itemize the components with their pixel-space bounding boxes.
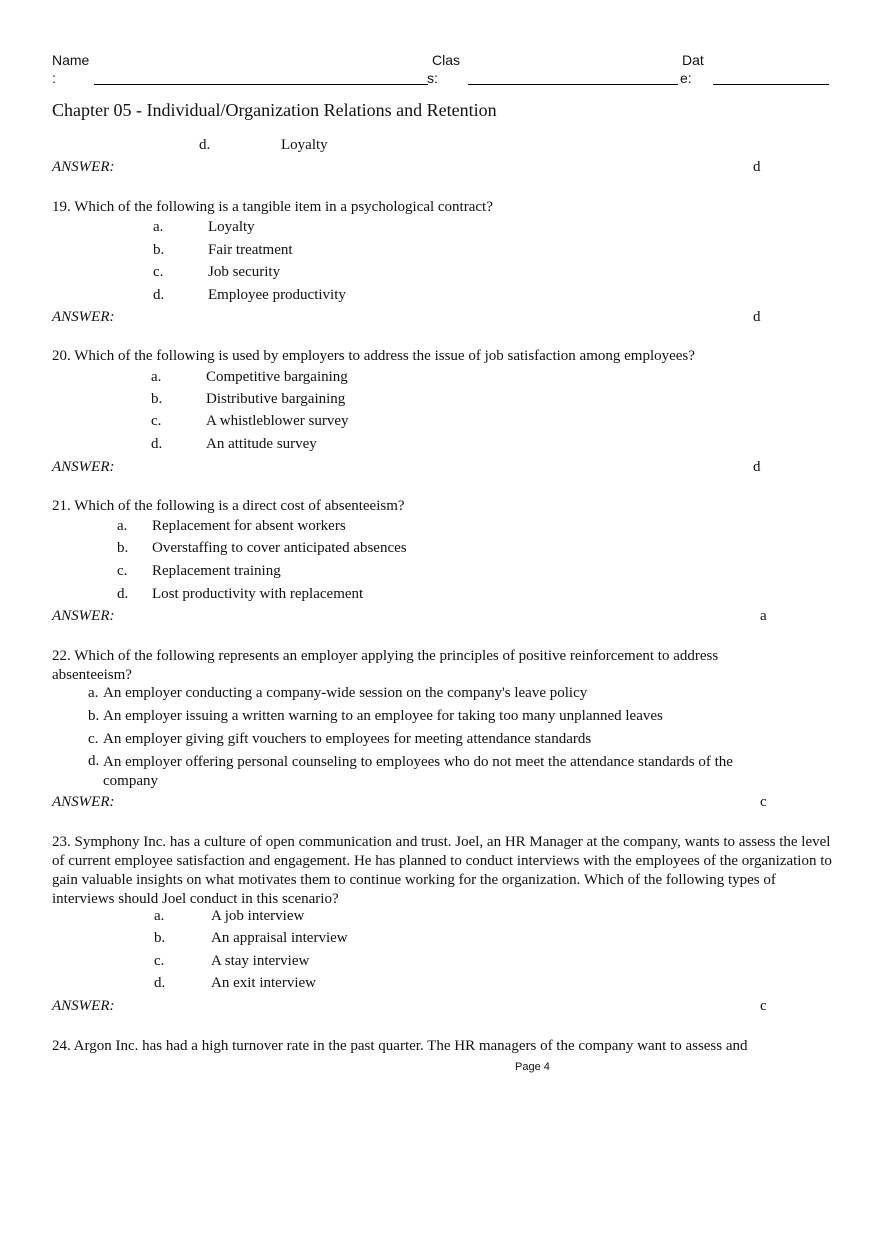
answer-label: ANSWER: xyxy=(52,608,115,624)
option-letter: a. xyxy=(117,518,128,534)
option-letter: a. xyxy=(88,685,99,701)
option-letter: a. xyxy=(151,369,162,385)
option-text: Competitive bargaining xyxy=(206,369,348,385)
answer-label: ANSWER: xyxy=(52,794,115,810)
option-letter: d. xyxy=(151,436,163,452)
page-title: Chapter 05 - Individual/Organization Relations and Retention xyxy=(52,100,497,120)
option-text: Distributive bargaining xyxy=(206,391,346,407)
answer-value: c xyxy=(760,794,767,810)
answer-value: a xyxy=(760,608,767,624)
option-text: An attitude survey xyxy=(206,436,317,452)
option-text: Job security xyxy=(208,264,281,280)
question-stem: 19. Which of the following is a tangible item in a psychological contract? xyxy=(52,199,493,215)
page-number: Page 4 xyxy=(515,1061,550,1073)
option-text: An employer issuing a written warning to an employee for taking too many unplanned leaves xyxy=(103,708,663,724)
question-stem: 20. Which of the following is used by employers to address the issue of job satisfaction among employees? xyxy=(52,348,695,364)
option-letter: d. xyxy=(88,753,100,769)
answer-label: ANSWER: xyxy=(52,459,115,475)
option-letter: b. xyxy=(151,391,163,407)
option-letter: a. xyxy=(154,908,165,924)
option-letter: c. xyxy=(154,953,165,969)
option-letter: d. xyxy=(117,586,129,602)
name-label: Name xyxy=(52,52,90,68)
option-letter: b. xyxy=(154,930,166,946)
option-text: A whistleblower survey xyxy=(206,413,349,429)
option-letter: c. xyxy=(151,413,162,429)
class-input-line[interactable] xyxy=(468,84,678,85)
option-letter: c. xyxy=(88,731,99,747)
option-text: Employee productivity xyxy=(208,287,346,303)
option-text: Loyalty xyxy=(281,137,328,153)
option-letter: d. xyxy=(199,137,211,153)
answer-value: d xyxy=(753,309,761,325)
option-letter: b. xyxy=(153,242,165,258)
option-text: A stay interview xyxy=(211,953,310,969)
option-letter: b. xyxy=(117,540,129,556)
name-input-line[interactable] xyxy=(94,84,428,85)
question-stem: 23. Symphony Inc. has a culture of open communication and trust. Joel, an HR Manager at the company, wants to assess the level of current employee satisfaction and engagement. He has planned to conduct interviews with the employees of the organization to gain valuable insights on what motivates them to continue working for the organization. Which of the following types of interviews should Joel conduct in this scenario? xyxy=(52,834,832,907)
answer-label: ANSWER: xyxy=(52,309,115,325)
date-label: Dat xyxy=(682,52,704,68)
option-text: An employer offering personal counseling to employees who do not meet the attendance standards of the company xyxy=(103,754,733,789)
option-letter: a. xyxy=(153,219,164,235)
class-label: Clas xyxy=(432,52,461,68)
option-letter: b. xyxy=(88,708,100,724)
option-text: Overstaffing to cover anticipated absences xyxy=(152,540,407,556)
option-text: Replacement for absent workers xyxy=(152,518,346,534)
option-letter: c. xyxy=(117,563,128,579)
answer-label: ANSWER: xyxy=(52,159,115,175)
option-text: Replacement training xyxy=(152,563,281,579)
date-label-suffix: e: xyxy=(680,70,692,86)
answer-label: ANSWER: xyxy=(52,998,115,1014)
answer-value: d xyxy=(753,159,761,175)
option-text: Loyalty xyxy=(208,219,255,235)
date-input-line[interactable] xyxy=(713,84,829,85)
option-text: Lost productivity with replacement xyxy=(152,586,364,602)
class-label-suffix: s: xyxy=(427,70,438,86)
option-text: An appraisal interview xyxy=(211,930,348,946)
option-text: An exit interview xyxy=(211,975,316,991)
option-text: A job interview xyxy=(211,908,305,924)
option-letter: c. xyxy=(153,264,164,280)
question-stem: 21. Which of the following is a direct cost of absenteeism? xyxy=(52,498,405,514)
name-label-colon: : xyxy=(52,70,56,86)
question-stem: 24. Argon Inc. has had a high turnover rate in the past quarter. The HR managers of the company want to assess and xyxy=(52,1038,748,1054)
option-letter: d. xyxy=(154,975,166,991)
answer-value: d xyxy=(753,459,761,475)
answer-value: c xyxy=(760,998,767,1014)
question-stem: 22. Which of the following represents an employer applying the principles of positive reinforcement to address absenteeism? xyxy=(52,648,719,683)
option-letter: d. xyxy=(153,287,165,303)
option-text: An employer conducting a company-wide session on the company's leave policy xyxy=(103,685,588,701)
option-text: Fair treatment xyxy=(208,242,293,258)
option-text: An employer giving gift vouchers to employees for meeting attendance standards xyxy=(103,731,592,747)
